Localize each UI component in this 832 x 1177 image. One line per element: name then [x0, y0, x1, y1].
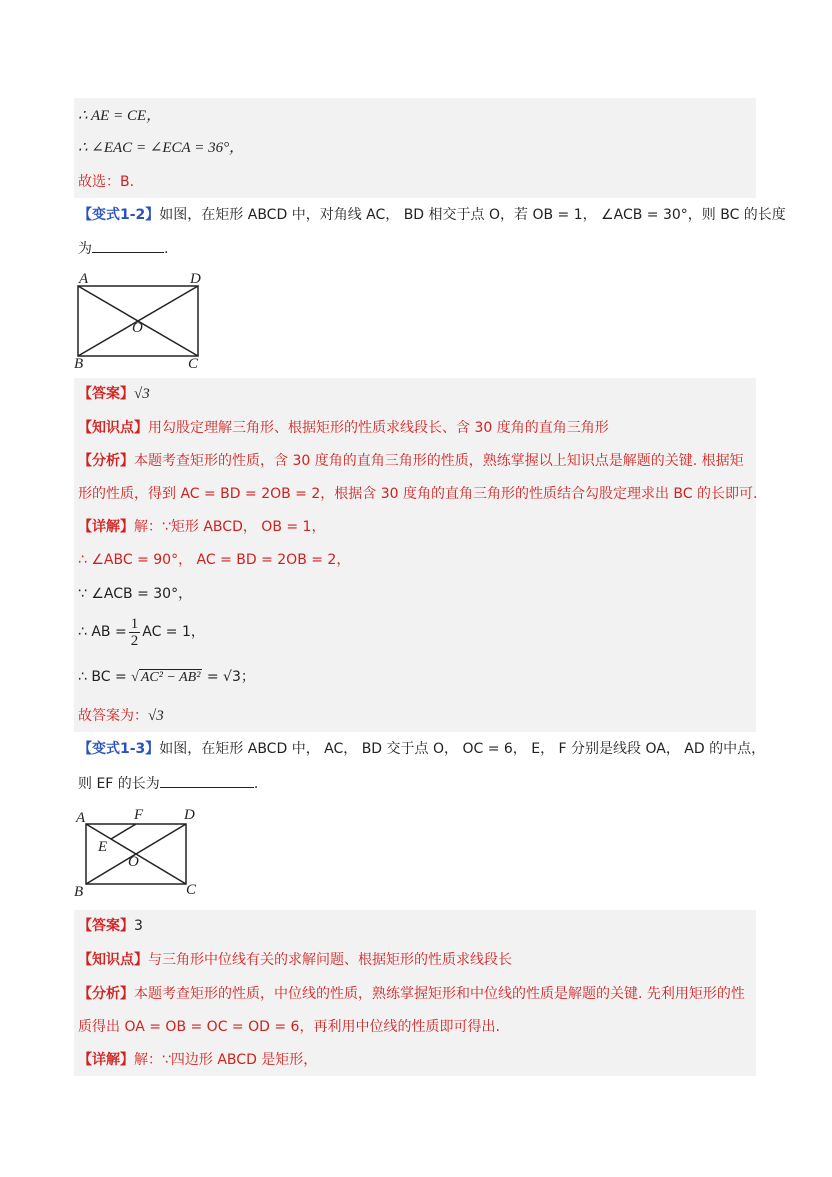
problem-text: .: [164, 241, 169, 257]
problem-text: 如图，在矩形 ABCD 中，对角线 AC， BD 相交于点 O，若 OB = 1， ∠ACB = 30°，则 BC 的长度: [159, 207, 786, 223]
rectangle-diagram-1: [70, 268, 210, 372]
knowledge-text: 用勾股定理解三角形、根据矩形的性质求线段长、含 30 度角的直角三角形: [148, 420, 609, 436]
detail-line: ∴ ∠ABC = 90°， AC = BD = 2OB = 2，: [78, 552, 351, 568]
analysis-line-cont: 质得出 OA = OB = OC = OD = 6，再利用中位线的性质即可得出.: [78, 1019, 500, 1035]
detail-line: [78, 614, 205, 650]
analysis-line: [78, 451, 744, 471]
detail-text: = √3；: [206, 669, 255, 685]
label-d: D: [190, 271, 201, 287]
final-answer-tag: 故答案为：: [78, 708, 148, 724]
answer-line: [78, 916, 143, 936]
detail-tag: 【详解】: [78, 1052, 134, 1068]
answer-value: 3: [134, 918, 143, 934]
label-c: C: [186, 882, 197, 898]
problem-text: .: [253, 776, 259, 792]
detail-text: ∴ BC =: [78, 669, 127, 685]
knowledge-tag: 【知识点】: [78, 952, 148, 968]
answer-tag: 【答案】: [78, 918, 134, 934]
detail-text: 解：∵四边形 ABCD 是矩形，: [134, 1052, 318, 1068]
answer-blank: [160, 773, 254, 788]
answer-value: √3: [134, 386, 150, 402]
radical: [131, 665, 202, 691]
analysis-line: [78, 984, 745, 1004]
fraction-numerator: 1: [130, 615, 139, 632]
problem-statement-cont: [78, 238, 168, 259]
final-answer-line: [78, 706, 164, 726]
detail-line: [78, 1050, 317, 1070]
answer-blank: [92, 238, 164, 253]
label-b: B: [74, 356, 84, 372]
label-d: D: [184, 807, 195, 823]
analysis-line-cont: 形的性质，得到 AC = BD = 2OB = 2，根据含 30 度角的直角三角形的性质结合勾股定理求出 BC 的长即可.: [78, 486, 758, 502]
label-a: A: [79, 271, 89, 287]
proof-line: ∴ AE = CE，: [78, 108, 162, 124]
knowledge-point-line: [78, 418, 609, 438]
label-b: B: [74, 884, 84, 900]
detail-line: [78, 517, 325, 537]
label-o: O: [132, 320, 143, 336]
fraction-one-half: [129, 616, 141, 649]
label-e: E: [98, 839, 108, 855]
problem-statement-cont: [78, 773, 258, 794]
rectangle-diagram-2: [70, 804, 210, 900]
radical-sign-icon: √: [131, 670, 139, 685]
problem-text: 如图，在矩形 ABCD 中， AC， BD 交于点 O， OC = 6， E， F 分别是线段 OA， AD 的中点，: [159, 741, 766, 757]
detail-line: ∵ ∠ACB = 30°，: [78, 586, 193, 602]
knowledge-point-line: [78, 950, 512, 970]
problem-tag: 【变式1-2】: [78, 207, 160, 223]
analysis-text: 本题考查矩形的性质，含 30 度角的直角三角形的性质，熟练掌握以上知识点是解题的关键. 根据矩: [134, 453, 744, 469]
analysis-text: 本题考查矩形的性质，中位线的性质，熟练掌握矩形和中位线的性质是解题的关键. 先利用矩形的性: [134, 986, 745, 1002]
proof-line: ∴ ∠EAC = ∠ECA = 36°，: [78, 140, 245, 156]
answer-tag: 【答案】: [78, 386, 134, 402]
problem-statement: [78, 739, 765, 759]
detail-text: 解：∵矩形 ABCD， OB = 1，: [134, 519, 326, 535]
knowledge-text: 与三角形中位线有关的求解问题、根据矩形的性质求线段长: [148, 952, 512, 968]
radicand: AC² − AB²: [140, 670, 201, 685]
label-a: A: [76, 810, 86, 826]
detail-line: [78, 664, 255, 691]
detail-text: ∴ AB =: [78, 624, 127, 640]
knowledge-tag: 【知识点】: [78, 420, 148, 436]
fraction-denominator: 2: [130, 632, 139, 649]
problem-text: 则 EF 的长为: [78, 776, 160, 792]
problem-statement: [78, 205, 786, 225]
detail-text: AC = 1，: [142, 624, 205, 640]
analysis-tag: 【分析】: [78, 986, 134, 1002]
detail-tag: 【详解】: [78, 519, 134, 535]
final-answer-value: √3: [148, 708, 164, 724]
choice-answer: 故选：B.: [78, 174, 135, 190]
label-o: O: [128, 854, 139, 870]
problem-tag: 【变式1-3】: [78, 741, 160, 757]
analysis-tag: 【分析】: [78, 453, 134, 469]
label-f: F: [134, 807, 144, 823]
label-c: C: [188, 356, 199, 372]
answer-line: [78, 384, 150, 404]
problem-text: 为: [78, 241, 92, 257]
segment-ef: [111, 824, 136, 839]
